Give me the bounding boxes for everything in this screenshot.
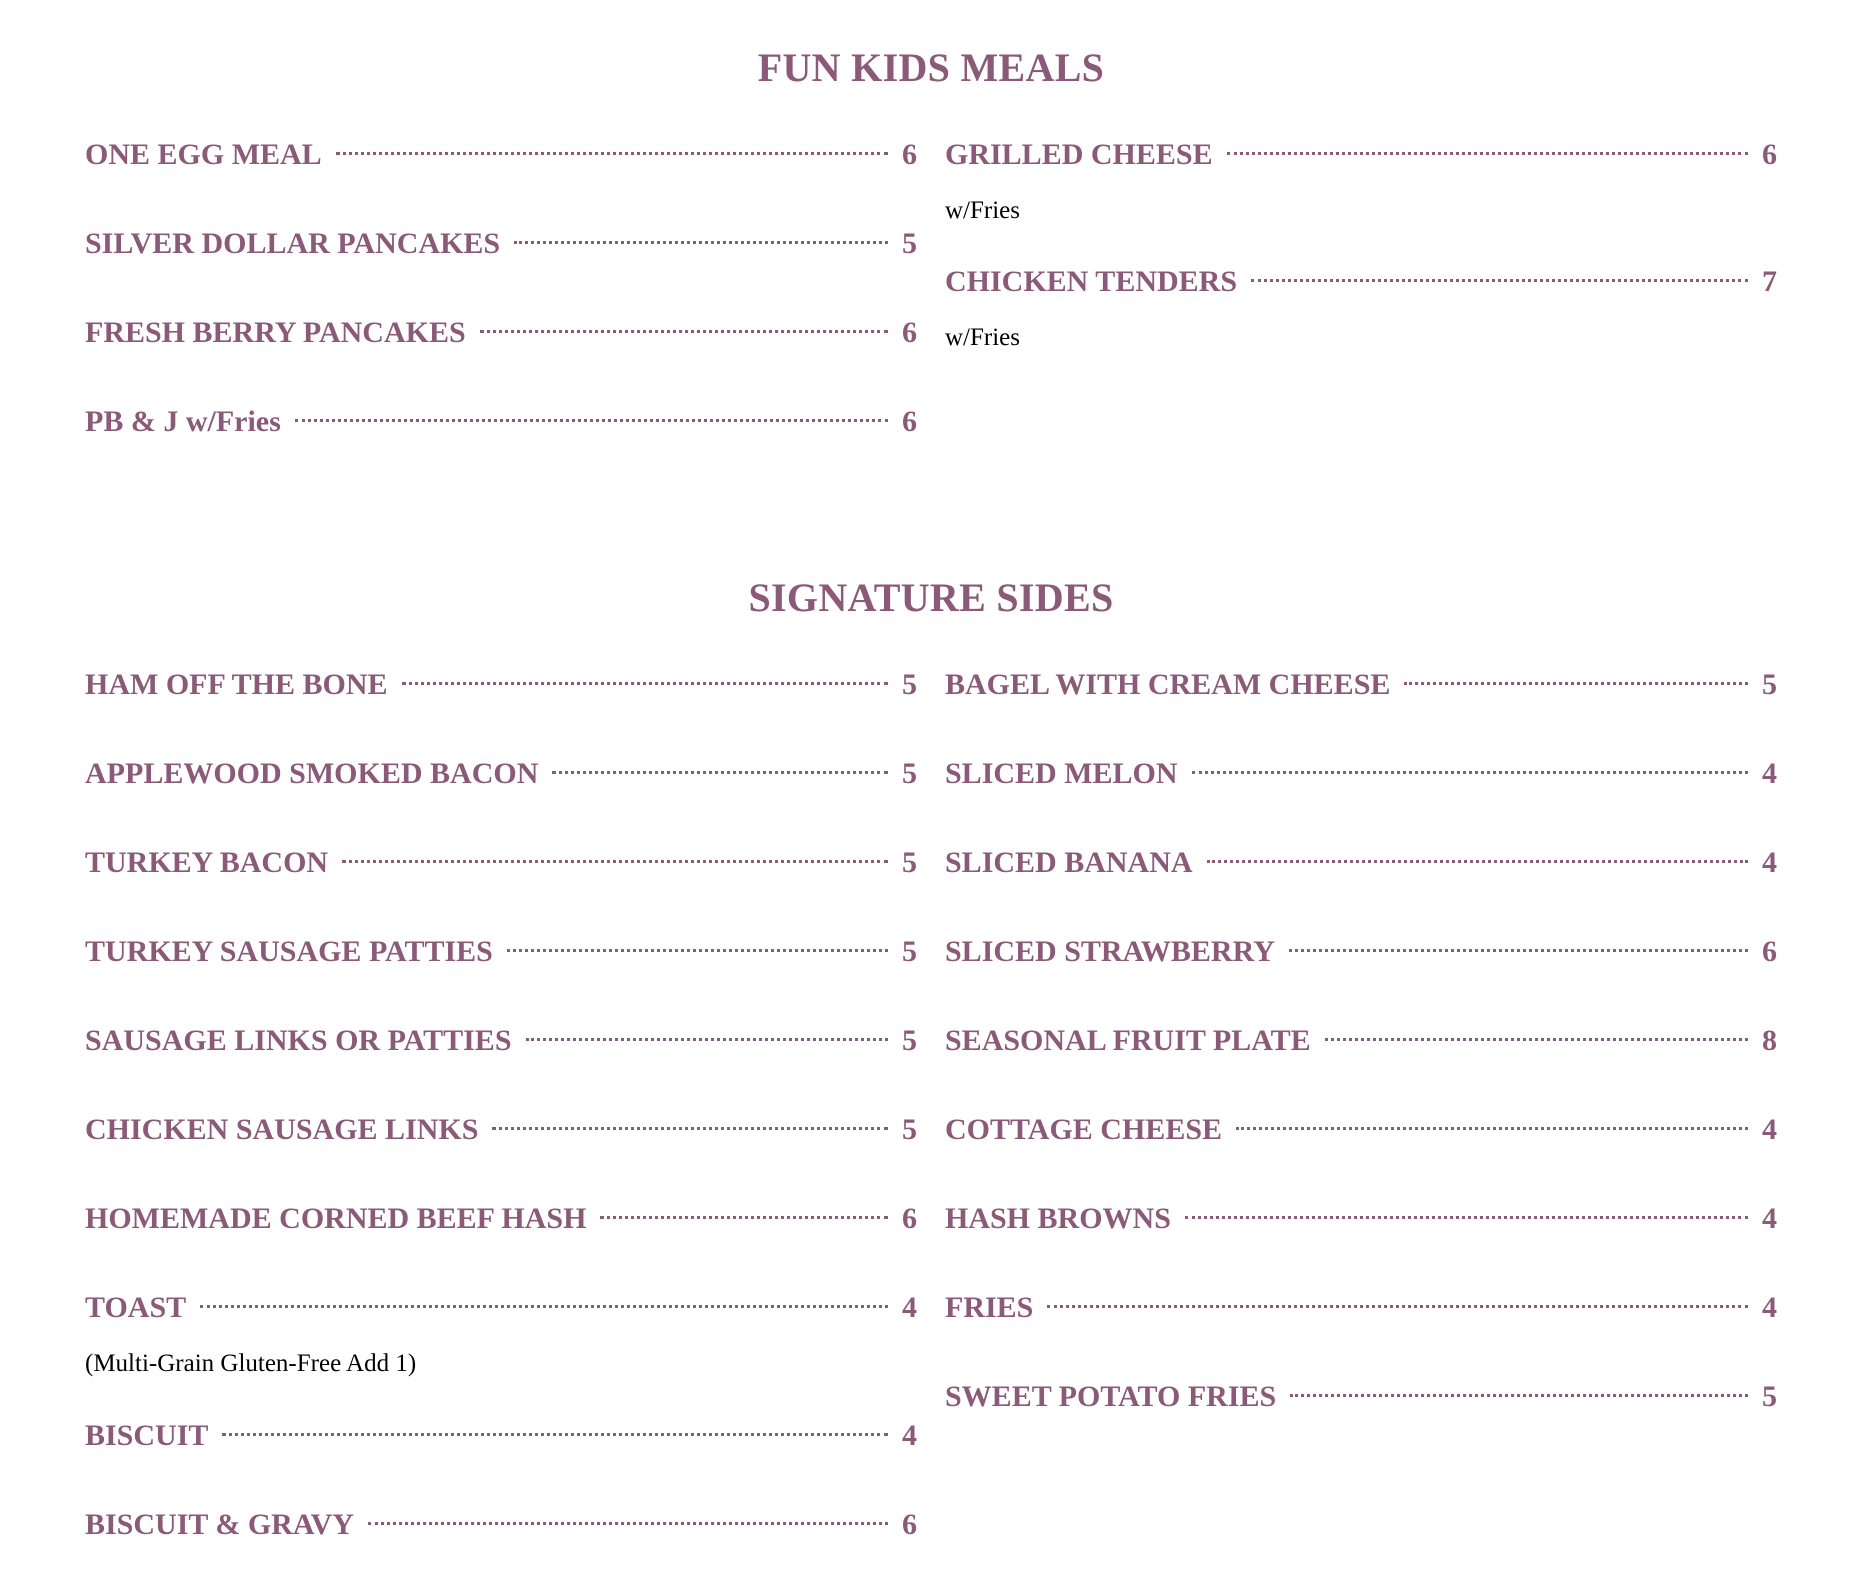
item-price: 6	[1762, 138, 1777, 171]
dotted-leader	[507, 949, 888, 952]
item-name: TURKEY SAUSAGE PATTIES	[85, 935, 493, 968]
item-name: SWEET POTATO FRIES	[945, 1380, 1277, 1413]
item-name: CHICKEN SAUSAGE LINKS	[85, 1113, 479, 1146]
item-price: 4	[1762, 757, 1777, 790]
dotted-leader	[1207, 860, 1748, 863]
item-note: w/Fries	[945, 324, 1020, 351]
menu-item	[945, 135, 1777, 175]
dotted-leader	[336, 152, 888, 155]
item-name: HAM OFF THE BONE	[85, 668, 388, 701]
dotted-leader	[1289, 949, 1748, 952]
menu-item	[85, 843, 917, 883]
item-name: SAUSAGE LINKS OR PATTIES	[85, 1024, 512, 1057]
item-price: 6	[902, 405, 917, 438]
item-price: 6	[902, 1508, 917, 1541]
dotted-leader	[402, 682, 888, 685]
menu-item	[945, 1377, 1777, 1417]
item-name: SLICED BANANA	[945, 846, 1193, 879]
dotted-leader	[368, 1522, 888, 1525]
dotted-leader	[1236, 1127, 1748, 1130]
menu-item	[85, 1110, 917, 1150]
item-name: BISCUIT	[85, 1419, 209, 1452]
item-price: 4	[1762, 846, 1777, 879]
menu-item	[85, 1288, 917, 1328]
section-title-kids: FUN KIDS MEALS	[757, 45, 1105, 90]
menu-item	[945, 843, 1777, 883]
item-name: TURKEY BACON	[85, 846, 329, 879]
menu-item	[945, 1021, 1777, 1061]
menu-item	[85, 1021, 917, 1061]
item-name: SLICED STRAWBERRY	[945, 935, 1275, 968]
item-price: 5	[902, 935, 917, 968]
menu-item	[85, 402, 917, 442]
dotted-leader	[1047, 1305, 1748, 1308]
menu-item	[945, 1199, 1777, 1239]
item-price: 6	[902, 1202, 917, 1235]
dotted-leader	[514, 241, 888, 244]
dotted-leader	[1192, 771, 1748, 774]
item-price: 6	[902, 316, 917, 349]
dotted-leader	[480, 330, 888, 333]
item-name: COTTAGE CHEESE	[945, 1113, 1223, 1146]
dotted-leader	[200, 1305, 888, 1308]
menu-item	[85, 754, 917, 794]
item-price: 6	[1762, 935, 1777, 968]
item-name: ONE EGG MEAL	[85, 138, 322, 171]
item-price: 6	[902, 138, 917, 171]
dotted-leader	[552, 771, 888, 774]
dotted-leader	[1404, 682, 1748, 685]
dotted-leader	[492, 1127, 888, 1130]
menu-item	[945, 1288, 1777, 1328]
menu-item	[85, 1416, 917, 1456]
item-note: (Multi-Grain Gluten-Free Add 1)	[85, 1350, 417, 1377]
dotted-leader	[1185, 1216, 1748, 1219]
dotted-leader	[1290, 1394, 1748, 1397]
item-price: 5	[1762, 668, 1777, 701]
menu-item	[945, 932, 1777, 972]
menu-item	[85, 1505, 917, 1545]
item-name: SILVER DOLLAR PANCAKES	[85, 227, 501, 260]
item-price: 5	[902, 668, 917, 701]
dotted-leader	[1251, 279, 1748, 282]
item-name: SEASONAL FRUIT PLATE	[945, 1024, 1311, 1057]
item-name: PB & J w/Fries	[85, 405, 281, 438]
menu-item	[85, 665, 917, 705]
menu-item	[85, 224, 917, 264]
item-name: BAGEL WITH CREAM CHEESE	[945, 668, 1391, 701]
menu-item	[945, 262, 1777, 302]
item-name: HASH BROWNS	[945, 1202, 1171, 1235]
item-price: 5	[902, 227, 917, 260]
menu-item	[945, 1110, 1777, 1150]
item-name: FRESH BERRY PANCAKES	[85, 316, 466, 349]
item-name: FRIES	[945, 1291, 1034, 1324]
menu-item	[85, 932, 917, 972]
menu-item	[85, 1199, 917, 1239]
menu-item	[945, 754, 1777, 794]
menu-item	[945, 665, 1777, 705]
item-name: TOAST	[85, 1291, 187, 1324]
item-note: w/Fries	[945, 197, 1020, 224]
dotted-leader	[600, 1216, 888, 1219]
menu-item	[85, 313, 917, 353]
dotted-leader	[342, 860, 888, 863]
item-price: 4	[1762, 1291, 1777, 1324]
item-name: GRILLED CHEESE	[945, 138, 1213, 171]
item-price: 4	[1762, 1113, 1777, 1146]
dotted-leader	[1227, 152, 1748, 155]
section-title-sides: SIGNATURE SIDES	[748, 575, 1114, 620]
item-price: 8	[1762, 1024, 1777, 1057]
item-price: 4	[1762, 1202, 1777, 1235]
item-price: 5	[902, 1113, 917, 1146]
item-price: 5	[902, 846, 917, 879]
item-price: 5	[902, 757, 917, 790]
item-price: 7	[1762, 265, 1777, 298]
item-price: 5	[1762, 1380, 1777, 1413]
dotted-leader	[526, 1038, 888, 1041]
dotted-leader	[1325, 1038, 1748, 1041]
item-price: 5	[902, 1024, 917, 1057]
item-name: BISCUIT & GRAVY	[85, 1508, 354, 1541]
menu-item	[85, 135, 917, 175]
item-price: 4	[902, 1419, 917, 1452]
item-name: APPLEWOOD SMOKED BACON	[85, 757, 539, 790]
item-name: HOMEMADE CORNED BEEF HASH	[85, 1202, 587, 1235]
dotted-leader	[295, 419, 888, 422]
dotted-leader	[222, 1433, 888, 1436]
item-name: SLICED MELON	[945, 757, 1178, 790]
item-name: CHICKEN TENDERS	[945, 265, 1238, 298]
item-price: 4	[902, 1291, 917, 1324]
